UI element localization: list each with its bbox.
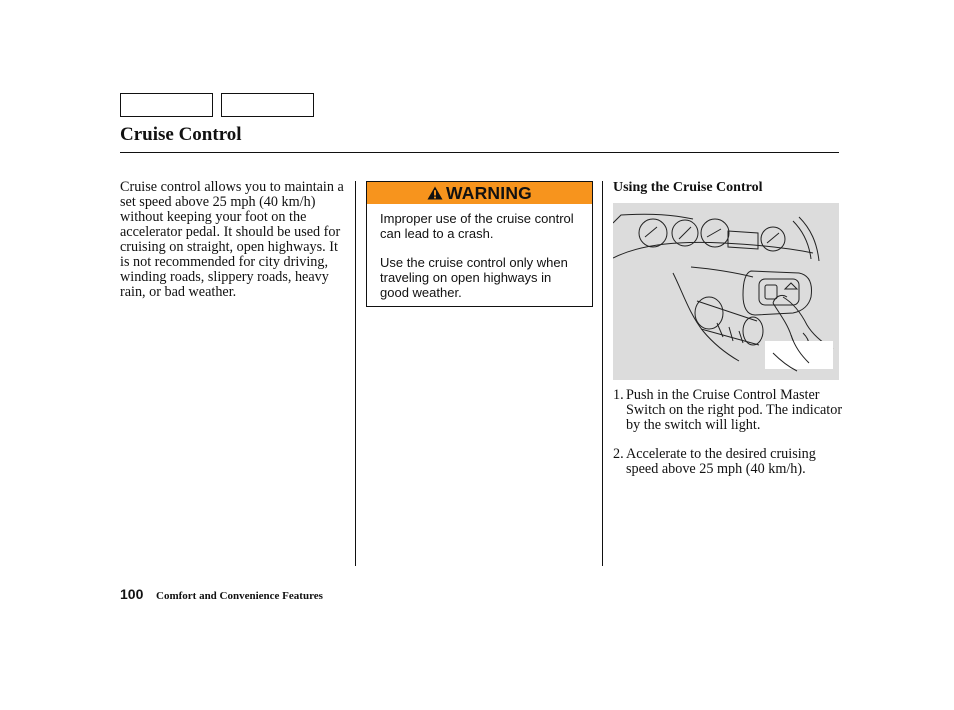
step-number: 2. (613, 446, 624, 462)
dashboard-switch-drawing (613, 203, 839, 380)
warning-text-1: Improper use of the cruise control can lead to a crash. (380, 211, 574, 241)
step-number: 1. (613, 387, 624, 403)
warning-text-2: Use the cruise control only when traveling on open highways in good weather. (380, 255, 568, 300)
page-title: Cruise Control (120, 124, 242, 145)
nav-tab-box-left[interactable] (120, 93, 213, 117)
warning-box (366, 181, 593, 307)
column-divider-1 (355, 181, 356, 566)
step-text: Accelerate to the desired cruising speed above 25 mph (40 km/h). (626, 446, 816, 477)
column-divider-2 (602, 181, 603, 566)
nav-tab-box-right[interactable] (221, 93, 314, 117)
title-rule (120, 152, 839, 153)
warning-triangle-icon (427, 186, 443, 200)
cruise-control-illustration (613, 203, 839, 380)
intro-paragraph: Cruise control allows you to maintain a set speed above 25 mph (40 km/h) without keeping your foot on the accelerator pedal. It should be used for cruising on straight, open highways. It is not recommended for city driving, winding roads, slippery roads, heavy rain, or bad weather. (120, 179, 344, 300)
step-2 (613, 447, 843, 477)
warning-label: WARNING (446, 182, 532, 203)
step-text: Push in the Cruise Control Master Switch on the right pod. The indicator by the switch will light. (626, 387, 843, 433)
step-1 (613, 388, 843, 433)
section-heading: Using the Cruise Control (613, 180, 763, 195)
section-footer: Comfort and Convenience Features (156, 590, 323, 602)
warning-header (367, 182, 592, 204)
page-number: 100 (120, 586, 144, 602)
